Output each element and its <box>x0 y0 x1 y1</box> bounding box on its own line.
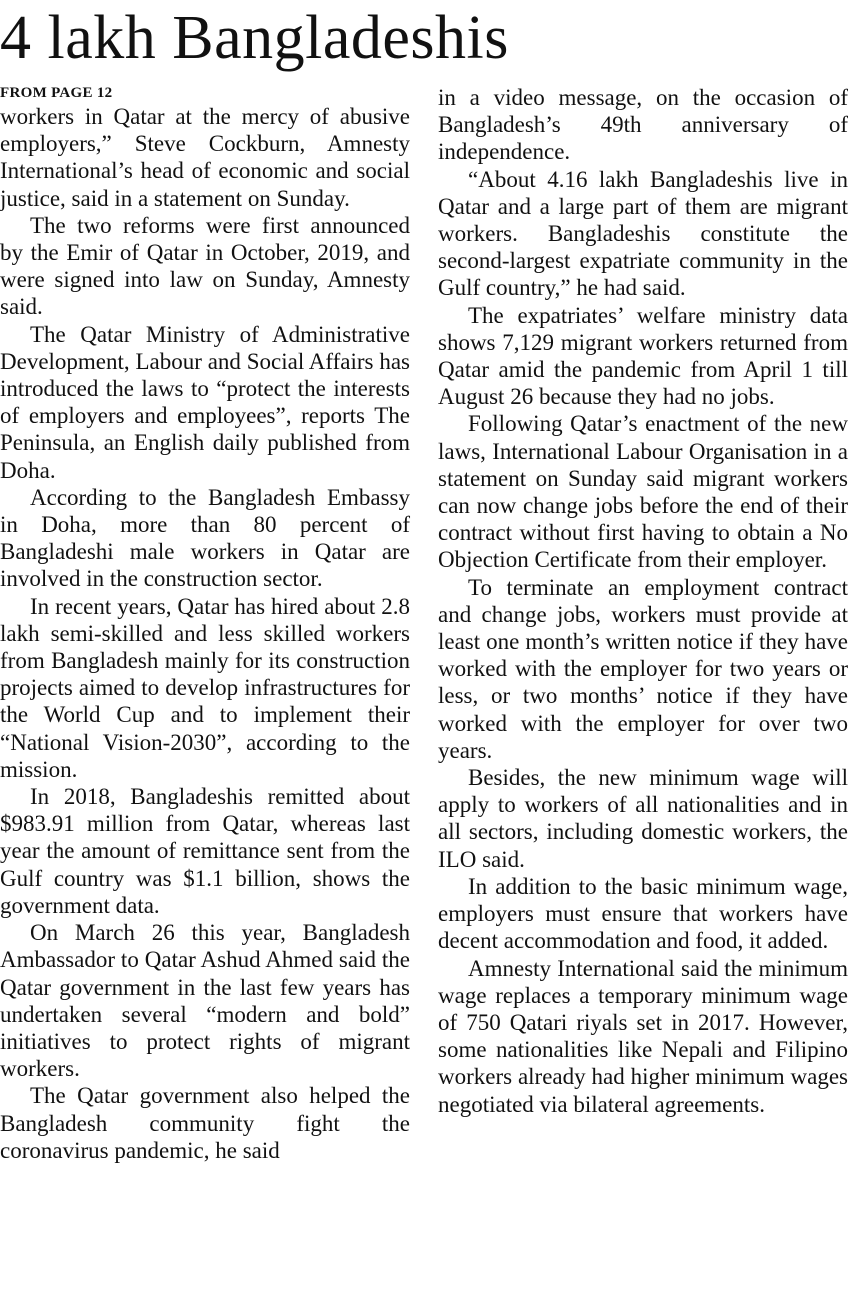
right-column <box>438 84 848 1118</box>
article-paragraph: The Qatar government also helped the Bangladesh community fight the coronavirus pandemic, he said <box>0 1083 410 1163</box>
article-paragraph: According to the Bangladesh Embassy in Doha, more than 80 percent of Bangladeshi male workers in Qatar are involved in the construction sector. <box>0 484 410 592</box>
article-paragraph: Amnesty International said the minimum wage replaces a temporary minimum wage of 750 Qatari riyals set in 2017. However, some nationalities like Nepali and Filipino workers already had higher minimum wages negotiated via bilateral agreements. <box>438 955 848 1117</box>
article-paragraph: In addition to the basic minimum wage, employers must ensure that workers have decent accommodation and food, it added. <box>438 873 848 954</box>
article-paragraph: Following Qatar’s enactment of the new laws, International Labour Organisation in a statement on Sunday said migrant workers can now change jobs before the end of their contract without first having to obtain a No Objection Certificate from their employer. <box>438 411 848 573</box>
left-column <box>0 84 410 1164</box>
article-paragraph: in a video message, on the occasion of Bangladesh’s 49th anniversary of independence. <box>438 85 848 165</box>
article-paragraph: On March 26 this year, Bangladesh Ambassador to Qatar Ashud Ahmed said the Qatar government in the last few years has undertaken several “modern and bold” initiatives to protect rights of migrant workers. <box>0 920 410 1082</box>
article-paragraph: In recent years, Qatar has hired about 2.8 lakh semi-skilled and less skilled workers from Bangladesh mainly for its construction projects aimed to develop infrastructures for the World Cup and to implement their “National Vision-2030”, according to the mission. <box>0 593 410 782</box>
article-paragraph: The two reforms were first announced by the Emir of Qatar in October, 2019, and were signed into law on Sunday, Amnesty said. <box>0 212 410 320</box>
article-paragraph: Besides, the new minimum wage will apply to workers of all nationalities and in all sectors, including domestic workers, the ILO said. <box>438 765 848 872</box>
article-paragraph: workers in Qatar at the mercy of abusive employers,” Steve Cockburn, Amnesty International’s head of economic and social justice, said in a statement on Sunday. <box>0 104 410 211</box>
continuation-label: FROM PAGE 12 <box>0 85 113 101</box>
headline: 4 lakh Bangladeshis <box>0 4 509 72</box>
article-paragraph: “About 4.16 lakh Bangladeshis live in Qatar and a large part of them are migrant workers. Bangladeshis constitute the second-largest expatriate community in the Gulf country,” he had said. <box>438 166 848 301</box>
article-paragraph: To terminate an employment contract and change jobs, workers must provide at least one month’s written notice if they have worked with the employer for two years or less, or two months’ notice if they have worked with the employer for over two years. <box>438 574 848 763</box>
article-paragraph: In 2018, Bangladeshis remitted about $983.91 million from Qatar, whereas last year the amount of remittance sent from the Gulf country was $1.1 billion, shows the government data. <box>0 784 410 918</box>
article-paragraph: The Qatar Ministry of Administrative Development, Labour and Social Affairs has introduced the laws to “protect the interests of employers and employees”, reports The Peninsula, an English daily published from Doha. <box>0 321 410 483</box>
article-paragraph: The expatriates’ welfare ministry data shows 7,129 migrant workers returned from Qatar amid the pandemic from April 1 till August 26 because they had no jobs. <box>438 302 848 410</box>
